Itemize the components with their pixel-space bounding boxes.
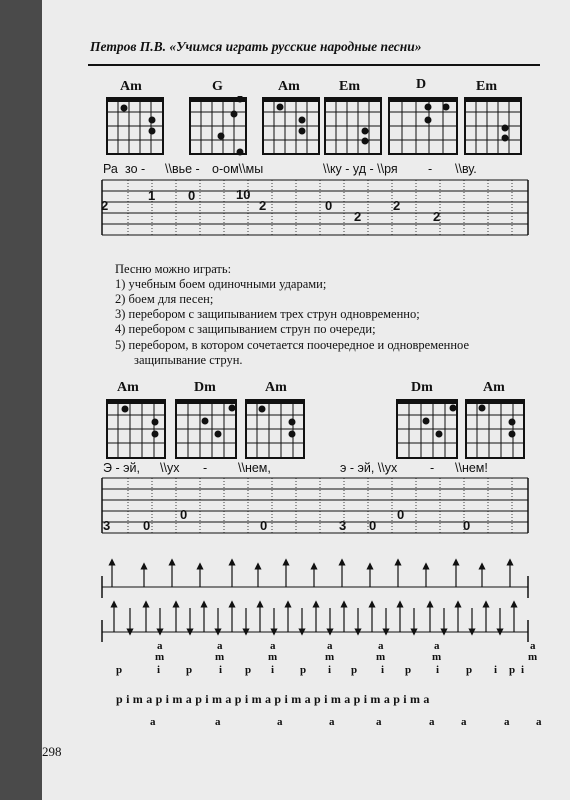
- chord-name: D: [416, 77, 427, 92]
- tab-number: 0: [180, 507, 188, 522]
- finger-letter: p: [245, 664, 252, 676]
- page-header-title: Петров П.В. «Учимся играть русские народные песни»: [90, 39, 422, 54]
- lyric-syllable: \\ву.: [455, 162, 477, 176]
- chord-name: Am: [278, 79, 300, 94]
- finger-letter: a: [329, 716, 335, 728]
- finger-letter: p: [466, 664, 473, 676]
- finger-letter: m: [155, 651, 165, 663]
- instruction-item: 5) перебором, в котором сочетается поочередное и одновременное: [115, 338, 470, 352]
- lyric-syllable: \\нем,: [238, 461, 271, 475]
- finger-letter: p: [186, 664, 193, 676]
- chord-name: Am: [483, 380, 505, 395]
- tab-number: 3: [339, 518, 347, 533]
- finger-letter: i: [381, 664, 385, 676]
- finger-letter: p: [116, 664, 123, 676]
- finger-letter: m: [376, 651, 386, 663]
- tab-number: 10: [236, 187, 251, 202]
- instruction-item: защипывание струн.: [134, 353, 243, 367]
- lyric-syllable: \\нем!: [455, 461, 488, 475]
- lyric-syllable: -: [430, 461, 435, 475]
- chord-diagram-am: [105, 398, 167, 460]
- page-edge: [0, 0, 42, 800]
- finger-letter: a: [376, 716, 382, 728]
- lyric-syllable: \\ух: [160, 461, 180, 475]
- finger-letter: i: [271, 664, 275, 676]
- chord-diagram-dm: [174, 398, 238, 460]
- chord-name: Am: [117, 380, 139, 395]
- finger-letter: a: [215, 716, 221, 728]
- chord-diagram-d: [387, 96, 459, 156]
- lyric-syllable: Ра: [103, 162, 118, 176]
- lyric-syllable: э - эй, \\ух: [340, 461, 398, 475]
- tab-number: 0: [260, 518, 268, 533]
- chord-name: G: [212, 79, 223, 94]
- finger-letter: m: [268, 651, 278, 663]
- finger-letter: p: [405, 664, 412, 676]
- page-number: 298: [42, 744, 62, 759]
- finger-letter: p: [509, 664, 516, 676]
- instruction-item: 2) боем для песен;: [115, 292, 214, 306]
- tab-number: 0: [369, 518, 377, 533]
- finger-letter: m: [215, 651, 225, 663]
- lyric-syllable: \\ку - уд - \\ря: [323, 162, 398, 176]
- finger-letter: a: [327, 640, 333, 652]
- lyric-syllable: зо -: [125, 162, 146, 176]
- tab-number: 2: [101, 198, 109, 213]
- chord-diagram-am: [244, 398, 306, 460]
- chord-name: Dm: [411, 380, 433, 395]
- lyric-syllable: Э - эй,: [103, 461, 140, 475]
- finger-letter: a: [150, 716, 156, 728]
- tablature-staff-1: [100, 176, 530, 246]
- finger-letter: a: [270, 640, 276, 652]
- chord-diagram-em: [323, 96, 383, 156]
- finger-letter: i: [328, 664, 332, 676]
- lyric-syllable: \\вье -: [165, 162, 200, 176]
- finger-letter: a: [157, 640, 163, 652]
- finger-letter: a: [434, 640, 440, 652]
- chord-name: Dm: [194, 380, 216, 395]
- chord-diagram-em: [463, 96, 523, 156]
- finger-letter: a: [217, 640, 223, 652]
- finger-letter: a: [536, 716, 542, 728]
- lyric-syllable: -: [428, 162, 433, 176]
- picking-row-2: p i m a p i m a p i m a p i m a p i m a p i m a p i m a p i m a: [116, 692, 430, 706]
- finger-letter: a: [277, 716, 283, 728]
- chord-name: Em: [476, 79, 497, 94]
- finger-letter: i: [219, 664, 223, 676]
- lyric-syllable: о-ом\\мы: [212, 162, 264, 176]
- finger-letter: a: [429, 716, 435, 728]
- header-rule: [88, 64, 540, 66]
- finger-letter: a: [461, 716, 467, 728]
- finger-letter: m: [325, 651, 335, 663]
- tab-number: 0: [397, 507, 405, 522]
- chord-name: Am: [265, 380, 287, 395]
- finger-letter: i: [494, 664, 498, 676]
- finger-letter: i: [521, 664, 525, 676]
- chord-diagram-am: [261, 96, 321, 156]
- finger-letter: m: [432, 651, 442, 663]
- lyric-syllable: -: [203, 461, 208, 475]
- instruction-item: 1) учебным боем одиночными ударами;: [115, 277, 327, 291]
- chord-diagram-am: [105, 96, 165, 156]
- chord-diagram-am: [464, 398, 526, 460]
- tab-number: 3: [103, 518, 111, 533]
- tab-number: 2: [433, 209, 441, 224]
- tab-number: 1: [148, 188, 156, 203]
- finger-letter: i: [436, 664, 440, 676]
- instruction-item: 3) перебором с защипыванием трех струн одновременно;: [115, 307, 420, 321]
- chord-diagram-g: [188, 96, 250, 158]
- tab-number: 2: [354, 209, 362, 224]
- finger-letter: a: [504, 716, 510, 728]
- finger-letter: a: [530, 640, 536, 652]
- tab-number: 0: [325, 198, 333, 213]
- tab-number: 0: [188, 188, 196, 203]
- chord-name: Am: [120, 79, 142, 94]
- finger-letter: a: [378, 640, 384, 652]
- tab-number: 0: [143, 518, 151, 533]
- instruction-item: 4) перебором с защипыванием струн по очереди;: [115, 322, 376, 336]
- tab-number: 2: [259, 198, 267, 213]
- finger-letter: p: [300, 664, 307, 676]
- instructions-intro: Песню можно играть:: [115, 262, 232, 276]
- chord-diagram-dm: [395, 398, 459, 460]
- finger-letter: m: [528, 651, 538, 663]
- finger-letter: i: [157, 664, 161, 676]
- tab-number: 2: [393, 198, 401, 213]
- chord-name: Em: [339, 79, 360, 94]
- finger-letter: p: [351, 664, 358, 676]
- tab-number: 0: [463, 518, 471, 533]
- strumming-pattern: [100, 552, 530, 642]
